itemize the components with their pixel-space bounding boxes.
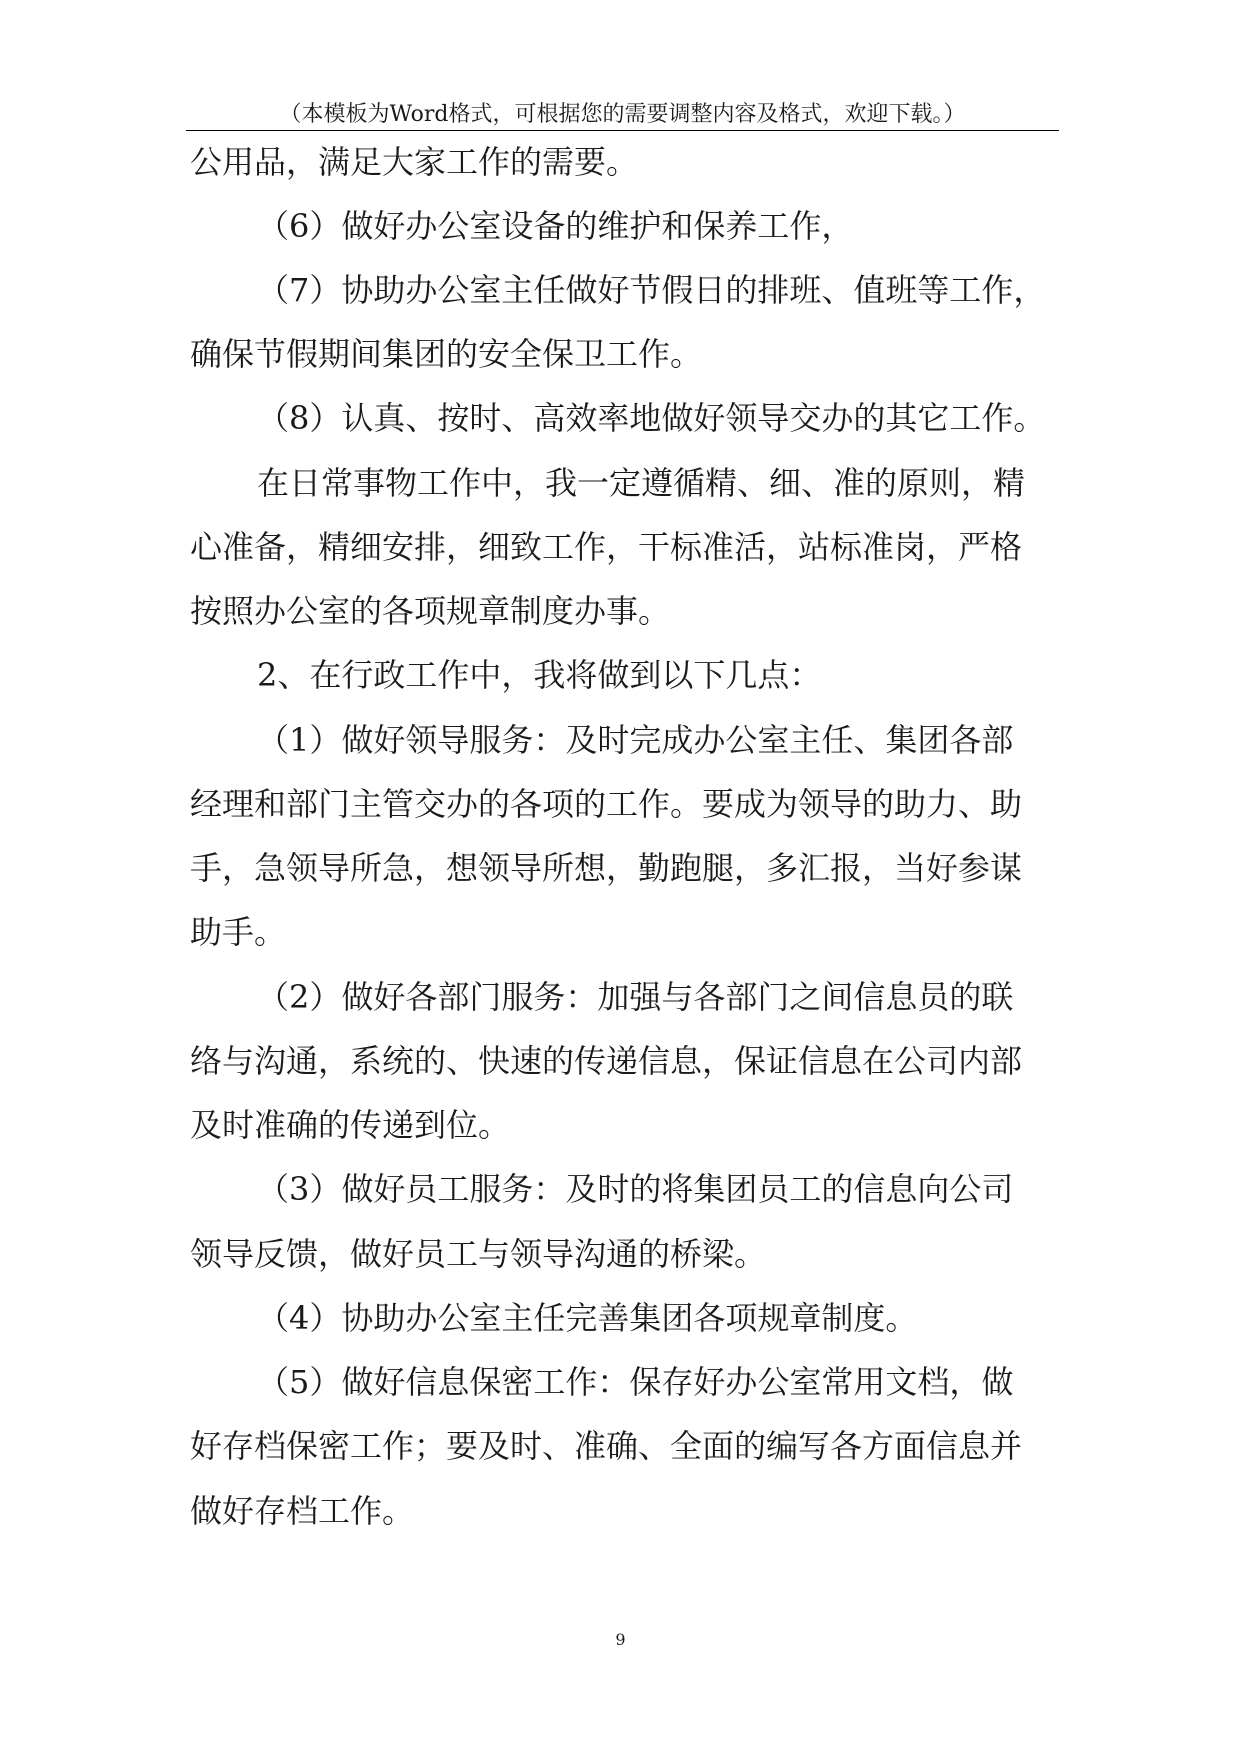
text-line: 公用品，满足大家工作的需要。 [190,143,639,181]
text-line: 经理和部门主管交办的各项的工作。要成为领导的助力、助 [190,785,1023,823]
text-line: （7）协助办公室主任做好节假日的排班、值班等工作， [257,271,1046,309]
text-line: （8）认真、按时、高效率地做好领导交办的其它工作。 [257,399,1046,437]
text-line: 好存档保密工作；要及时、准确、全面的编写各方面信息并 [190,1427,1023,1465]
header-divider [186,130,1059,131]
page-number: 9 [615,1630,626,1649]
text-line: （3）做好员工服务：及时的将集团员工的信息向公司 [257,1170,1014,1208]
text-line: （1）做好领导服务：及时完成办公室主任、集团各部 [257,721,1014,759]
text-line: 及时准确的传递到位。 [190,1106,511,1144]
text-line: 做好存档工作。 [190,1492,415,1530]
text-line: 领导反馈，做好员工与领导沟通的桥梁。 [190,1235,767,1273]
text-line: 助手。 [190,913,287,951]
text-line: 络与沟通，系统的、快速的传递信息，保证信息在公司内部 [190,1042,1023,1080]
text-line: 在日常事物工作中，我一定遵循精、细、准的原则，精 [257,464,1026,502]
text-line: （2）做好各部门服务：加强与各部门之间信息员的联 [257,978,1014,1016]
text-line: （5）做好信息保密工作：保存好办公室常用文档，做 [257,1363,1014,1401]
text-line: （6）做好办公室设备的维护和保养工作， [257,207,854,245]
text-line: 2、在行政工作中，我将做到以下几点： [257,656,822,694]
header-note: （本模板为Word格式，可根据您的需要调整内容及格式，欢迎下载。） [279,102,966,127]
text-line: 确保节假期间集团的安全保卫工作。 [190,335,703,373]
text-line: 心准备，精细安排，细致工作，干标准活，站标准岗，严格 [190,528,1023,566]
text-line: 按照办公室的各项规章制度办事。 [190,592,671,630]
text-line: （4）协助办公室主任完善集团各项规章制度。 [257,1299,918,1337]
text-line: 手，急领导所急，想领导所想，勤跑腿，多汇报，当好参谋 [190,849,1023,887]
